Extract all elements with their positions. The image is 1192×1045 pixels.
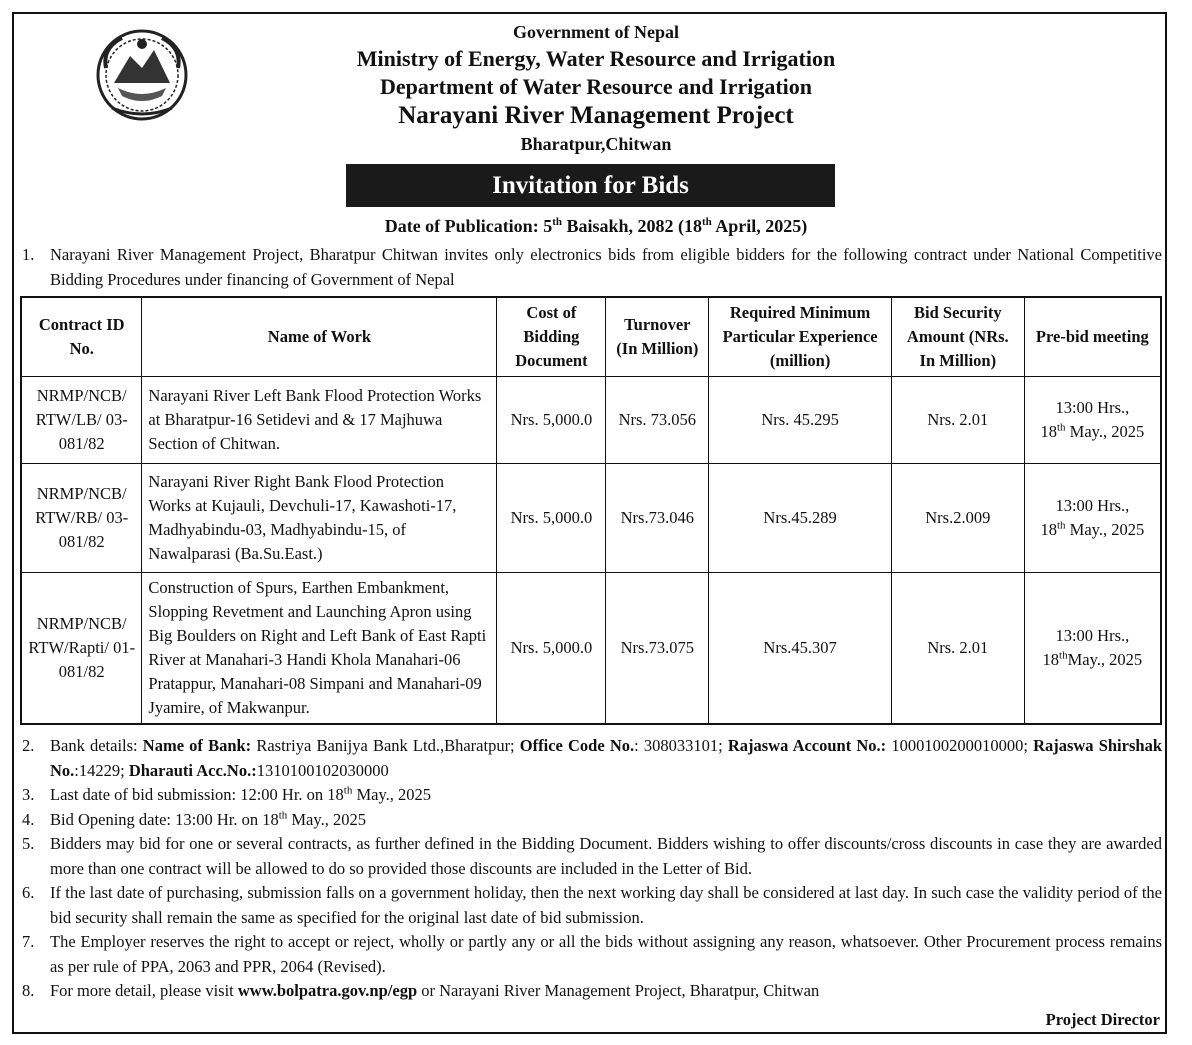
item-number: 3.	[22, 785, 35, 804]
submission-sup: th	[343, 784, 353, 797]
prebid-rest: May., 2025	[1065, 520, 1145, 539]
cell-security: Nrs. 2.01	[891, 573, 1024, 725]
list-item	[22, 783, 1162, 808]
table-header-row	[21, 297, 1161, 377]
item-text: Bidders may bid for one or several contracts, as further defined in the Bidding Document. Bidders wishing to offer discounts/cross discounts in case they are awarded more than one contract will be allowed to do so provided those discounts are included in the Letter of Bid.	[50, 834, 1162, 878]
cell-cost: Nrs. 5,000.0	[497, 464, 606, 573]
cell-experience: Nrs.45.289	[709, 464, 892, 573]
col-prebid: Pre-bid meeting	[1024, 297, 1161, 377]
cell-work: Construction of Spurs, Earthen Embankment, Slopping Revetment and Launching Apron using Big Boulders on Right and Left Bank of East Rapti River at Manahari-3 Handi Khola Manahari-06 Pratappur, Manahari-08 Simpani and Manahari-09 Jyamire, of Makwanpur.	[142, 573, 497, 725]
ministry-title: Ministry of Energy, Water Resource and Irrigation	[356, 46, 836, 71]
list-item	[22, 979, 1162, 1004]
rajaswa-account-value: 1000100200010000;	[886, 736, 1034, 755]
pub-mid: Baisakh, 2082 (18	[561, 216, 702, 236]
table-row	[21, 464, 1161, 573]
government-title: Government of Nepal	[513, 22, 679, 42]
rajaswa-shirshak-label: Rajaswa Shirshak No.	[50, 736, 1162, 780]
terms-list	[22, 734, 1162, 1004]
contracts-table	[20, 296, 1162, 725]
prebid-time: 13:00 Hrs.,	[1055, 626, 1130, 645]
project-title: Narayani River Management Project	[398, 102, 794, 129]
pub-prefix: Date of Publication: 5	[384, 216, 553, 236]
signature: Project Director	[1045, 1010, 1160, 1029]
opening-date-rest: May., 2025	[287, 809, 366, 829]
cell-contract-id: NRMP/NCB/ RTW/Rapti/ 01-081/82	[21, 573, 142, 725]
cell-turnover: Nrs. 73.056	[606, 377, 709, 464]
submission-date-text: Last date of bid submission: 12:00 Hr. on 18	[50, 785, 344, 804]
col-experience: Required Minimum Particular Experience (million)	[709, 297, 892, 377]
item-text: If the last date of purchasing, submission falls on a government holiday, then the next working day shall be considered at last day. In such case the validity period of the bid security shall remain the same as specified for the original last date of bid submission.	[50, 883, 1162, 927]
prebid-day: 18	[1042, 650, 1060, 669]
prebid-time: 13:00 Hrs.,	[1055, 496, 1130, 515]
col-bid-security: Bid Security Amount (NRs. In Million)	[891, 297, 1024, 377]
prebid-rest: May., 2025	[1065, 422, 1145, 441]
col-turnover: Turnover (In Million)	[606, 297, 709, 377]
cell-security: Nrs.2.009	[891, 464, 1024, 573]
detail-text: For more detail, please visit	[50, 981, 238, 1000]
bank-intro: Bank details:	[50, 736, 143, 755]
table-row	[21, 573, 1161, 725]
cell-experience: Nrs. 45.295	[709, 377, 892, 464]
list-item	[22, 930, 1162, 979]
rajaswa-shirshak-value: :14229;	[74, 760, 129, 780]
department-title: Department of Water Resource and Irrigation	[380, 74, 812, 99]
invitation-banner	[346, 164, 835, 207]
cell-prebid	[1024, 464, 1161, 573]
office-code-value: : 308033101;	[634, 736, 728, 755]
item-number: 7.	[22, 932, 35, 951]
prebid-sup: th	[1059, 649, 1068, 662]
item-text: The Employer reserves the right to accept or reject, wholly or partly any or all the bids without assigning any reason, whatsoever. Other Procurement process remains as per rule of PPA, 2063 and PPR, 2064 (Revised).	[50, 932, 1162, 976]
pub-suffix: April, 2025)	[711, 216, 808, 236]
item-number: 5.	[22, 834, 35, 853]
list-item	[22, 881, 1162, 930]
dharauti-label: Dharauti Acc.No.:	[128, 760, 257, 780]
bank-name-value: Rastriya Banijya Bank Ltd.,Bharatpur;	[251, 736, 520, 755]
intro-paragraph	[22, 242, 1162, 292]
cell-work: Narayani River Left Bank Flood Protection Works at Bharatpur-16 Setidevi and & 17 Majhuwa Section of Chitwan.	[142, 377, 497, 464]
bolpatra-link[interactable]: www.bolpatra.gov.np/egp	[237, 981, 418, 1000]
intro-number: 1.	[22, 245, 35, 264]
detail-text-rest: or Narayani River Management Project, Bharatpur, Chitwan	[417, 981, 820, 1000]
prebid-rest: May., 2025	[1067, 650, 1143, 669]
prebid-time: 13:00 Hrs.,	[1055, 398, 1130, 417]
cell-contract-id: NRMP/NCB/ RTW/LB/ 03-081/82	[21, 377, 142, 464]
cell-prebid	[1024, 377, 1161, 464]
cell-security: Nrs. 2.01	[891, 377, 1024, 464]
intro-text: Narayani River Management Project, Bharatpur Chitwan invites only electronics bids from eligible bidders for the following contract under National Competitive Bidding Procedures under financing of Government of Nepal	[50, 245, 1162, 289]
cell-contract-id: NRMP/NCB/ RTW/RB/ 03-081/82	[21, 464, 142, 573]
cell-prebid	[1024, 573, 1161, 725]
cell-cost: Nrs. 5,000.0	[497, 573, 606, 725]
publication-date	[0, 216, 1192, 237]
item-number: 6.	[22, 883, 35, 902]
cell-turnover: Nrs.73.046	[606, 464, 709, 573]
col-contract-id: Contract ID No.	[21, 297, 142, 377]
prebid-day: 18	[1040, 422, 1057, 441]
office-code-label: Office Code No.	[519, 736, 635, 755]
cell-cost: Nrs. 5,000.0	[497, 377, 606, 464]
list-item	[22, 734, 1162, 783]
list-item	[22, 808, 1162, 833]
item-number: 4.	[22, 809, 35, 829]
cell-work: Narayani River Right Bank Flood Protection Works at Kujauli, Devchuli-17, Kawashoti-17, Madhyabindu-03, Madhyabindu-15, of Nawalparasi (Ba.Su.East.)	[142, 464, 497, 573]
col-cost: Cost of Bidding Document	[497, 297, 606, 377]
prebid-sup: th	[1056, 519, 1066, 532]
item-number: 8.	[22, 981, 35, 1000]
rajaswa-account-label: Rajaswa Account No.:	[727, 736, 887, 755]
opening-sup: th	[278, 809, 288, 821]
table-row	[21, 377, 1161, 464]
pub-sup2: th	[702, 216, 712, 228]
list-item	[22, 832, 1162, 881]
project-location: Bharatpur,Chitwan	[520, 134, 672, 154]
cell-turnover: Nrs.73.075	[606, 573, 709, 725]
item-number: 2.	[22, 736, 35, 755]
prebid-day: 18	[1040, 520, 1057, 539]
opening-date-text: Bid Opening date: 13:00 Hr. on 18	[50, 809, 279, 829]
dharauti-value: 1310100102030000	[256, 760, 389, 780]
cell-experience: Nrs.45.307	[709, 573, 892, 725]
submission-date-rest: May., 2025	[352, 785, 432, 804]
bank-name-label: Name of Bank:	[142, 736, 252, 755]
prebid-sup: th	[1056, 421, 1066, 434]
col-name-of-work: Name of Work	[142, 297, 497, 377]
banner-title: Invitation for Bids	[492, 171, 689, 199]
pub-sup1: th	[552, 216, 562, 228]
